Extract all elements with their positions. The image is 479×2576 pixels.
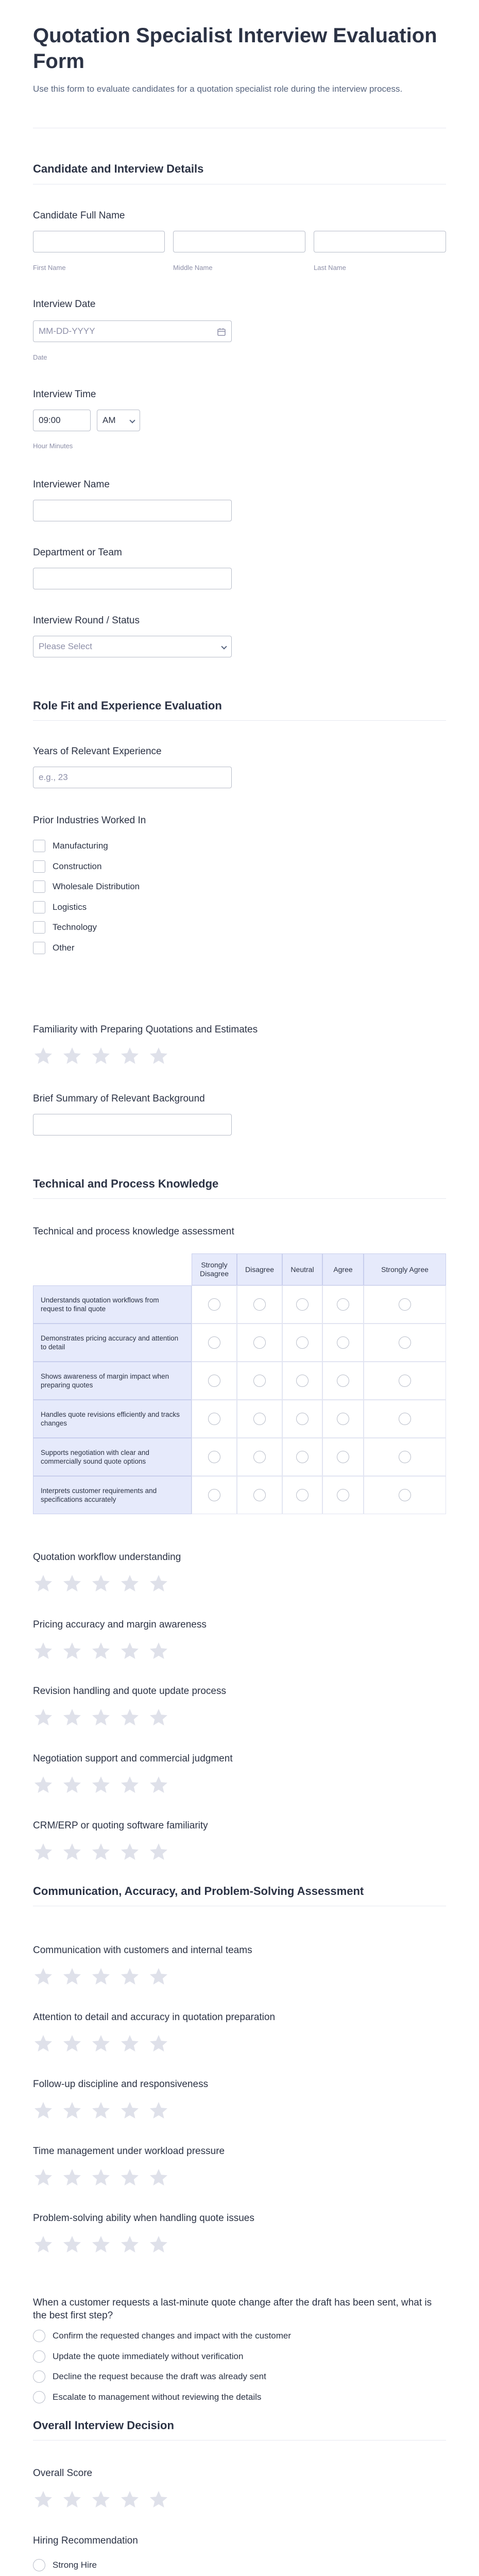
matrix-cell [364, 1476, 446, 1514]
checkbox[interactable] [33, 921, 45, 934]
matrix-cell [322, 1362, 364, 1400]
star-icon[interactable] [148, 1967, 169, 1987]
summary-input[interactable] [33, 1114, 232, 1136]
familiarity-stars [33, 1046, 168, 1066]
round-label: Interview Round / Status [33, 615, 140, 626]
department-input[interactable] [33, 568, 232, 589]
star-icon[interactable] [62, 1842, 82, 1862]
rating-stars [33, 1842, 168, 1862]
matrix-cell [192, 1438, 237, 1476]
rating-label: Attention to detail and accuracy in quotation preparation [33, 2012, 276, 2023]
star-icon[interactable] [119, 2167, 140, 2188]
star-icon[interactable] [91, 1707, 111, 1728]
radio-button[interactable] [399, 1375, 411, 1387]
star-icon[interactable] [33, 1707, 54, 1728]
star-icon[interactable] [33, 2167, 54, 2188]
matrix-cell [282, 1362, 322, 1400]
radio-button[interactable] [296, 1489, 309, 1501]
scenario-label: When a customer requests a last-minute quote change after the draft has been sent, what is the best first step? [33, 2297, 432, 2321]
option-label: Confirm the requested changes and impact with the customer [53, 2331, 292, 2341]
radio-button[interactable] [33, 2391, 45, 2403]
overall-score-label: Overall Score [33, 2468, 93, 2479]
rating-label: Pricing accuracy and margin awareness [33, 1619, 207, 1630]
star-icon[interactable] [62, 1967, 82, 1987]
matrix-cell [364, 1438, 446, 1476]
matrix-row-label: Supports negotiation with clear and commercially sound quote options [33, 1438, 192, 1476]
last-name-sublabel: Last Name [314, 264, 346, 272]
time-input[interactable]: 09:00 [33, 410, 91, 431]
star-icon[interactable] [119, 1842, 140, 1862]
time-sublabel: Hour Minutes [33, 442, 73, 450]
rating-label: Time management under workload pressure [33, 2146, 225, 2157]
star-icon[interactable] [148, 2489, 169, 2510]
radio-button[interactable] [253, 1336, 266, 1349]
industry-option[interactable] [33, 921, 394, 935]
star-icon[interactable] [33, 1842, 54, 1862]
matrix-column-header: Disagree [237, 1253, 282, 1285]
industry-option[interactable] [33, 860, 394, 874]
matrix-label: Technical and process knowledge assessment [33, 1226, 234, 1237]
star-icon[interactable] [62, 2167, 82, 2188]
matrix-cell [237, 1438, 282, 1476]
rating-label: Negotiation support and commercial judgment [33, 1753, 233, 1764]
interview-time-label: Interview Time [33, 389, 96, 400]
radio-button[interactable] [208, 1451, 220, 1463]
rating-label: Problem-solving ability when handling quote issues [33, 2213, 254, 2224]
page-title: Quotation Specialist Interview Evaluation Form [33, 24, 437, 73]
assessment-matrix [33, 1253, 446, 1514]
radio-button[interactable] [33, 2350, 45, 2363]
radio-button[interactable] [33, 2370, 45, 2383]
option-label: Technology [53, 922, 97, 932]
matrix-cell [282, 1285, 322, 1324]
radio-button[interactable] [337, 1489, 349, 1501]
scenario-option[interactable] [33, 2370, 394, 2384]
star-icon[interactable] [119, 2100, 140, 2121]
rating-stars [33, 1967, 168, 1987]
star-icon[interactable] [91, 2100, 111, 2121]
first-name-input[interactable] [33, 231, 165, 252]
rating-stars [33, 2167, 168, 2188]
star-icon[interactable] [33, 2100, 54, 2121]
star-icon[interactable] [33, 1775, 54, 1795]
option-label: Manufacturing [53, 841, 108, 851]
checkbox[interactable] [33, 840, 45, 852]
star-icon[interactable] [119, 1573, 140, 1594]
star-icon[interactable] [91, 2234, 111, 2255]
matrix-cell [192, 1476, 237, 1514]
calendar-icon[interactable] [217, 327, 226, 336]
star-icon[interactable] [91, 1573, 111, 1594]
matrix-cell [282, 1476, 322, 1514]
matrix-cell [322, 1324, 364, 1362]
industry-option[interactable] [33, 901, 394, 914]
matrix-row-label: Handles quote revisions efficiently and tracks changes [33, 1400, 192, 1438]
section-candidate-title: Candidate and Interview Details [33, 162, 204, 175]
star-icon[interactable] [91, 1046, 111, 1066]
star-icon[interactable] [91, 2167, 111, 2188]
option-label: Logistics [53, 902, 87, 912]
rating-label: CRM/ERP or quoting software familiarity [33, 1820, 208, 1831]
round-select[interactable] [33, 636, 232, 657]
matrix-row-label: Shows awareness of margin impact when preparing quotes [33, 1362, 192, 1400]
matrix-column-header: Neutral [282, 1253, 322, 1285]
ampm-select[interactable] [97, 410, 140, 431]
option-label: Escalate to management without reviewing the details [53, 2392, 262, 2402]
recommendation-option[interactable] [33, 2559, 394, 2572]
matrix-cell [192, 1285, 237, 1324]
option-label: Construction [53, 861, 102, 871]
star-icon[interactable] [148, 2234, 169, 2255]
star-icon[interactable] [91, 1842, 111, 1862]
radio-button[interactable] [296, 1375, 309, 1387]
radio-button[interactable] [337, 1336, 349, 1349]
interview-date-input[interactable] [33, 320, 232, 342]
matrix-cell [192, 1362, 237, 1400]
matrix-cell [237, 1362, 282, 1400]
middle-name-sublabel: Middle Name [173, 264, 213, 272]
star-icon[interactable] [91, 2033, 111, 2054]
star-icon[interactable] [33, 1967, 54, 1987]
option-label: Strong Hire [53, 2560, 97, 2570]
radio-button[interactable] [296, 1336, 309, 1349]
first-name-sublabel: First Name [33, 264, 66, 272]
star-icon[interactable] [33, 1046, 54, 1066]
star-icon[interactable] [62, 1046, 82, 1066]
rating-stars [33, 1641, 168, 1662]
radio-button[interactable] [253, 1375, 266, 1387]
ampm-value: AM [102, 415, 116, 425]
rating-stars [33, 1573, 168, 1594]
matrix-cell [364, 1285, 446, 1324]
star-icon[interactable] [62, 2234, 82, 2255]
star-icon[interactable] [119, 2033, 140, 2054]
rating-label: Revision handling and quote update process [33, 1686, 226, 1697]
matrix-cell [364, 1400, 446, 1438]
matrix-cell [322, 1400, 364, 1438]
checkbox[interactable] [33, 901, 45, 913]
star-icon[interactable] [119, 1641, 140, 1662]
radio-button[interactable] [208, 1298, 220, 1311]
matrix-column-header: Agree [322, 1253, 364, 1285]
checkbox[interactable] [33, 860, 45, 873]
middle-name-input[interactable] [173, 231, 305, 252]
matrix-cell [364, 1324, 446, 1362]
matrix-cell [282, 1438, 322, 1476]
radio-button[interactable] [208, 1489, 220, 1501]
section-fit-title: Role Fit and Experience Evaluation [33, 699, 222, 712]
matrix-cell [237, 1285, 282, 1324]
rating-stars [33, 1707, 168, 1728]
radio-button[interactable] [208, 1413, 220, 1425]
star-icon[interactable] [148, 1707, 169, 1728]
matrix-cell [322, 1438, 364, 1476]
industry-option[interactable] [33, 840, 394, 853]
option-label: Wholesale Distribution [53, 882, 140, 891]
years-input[interactable] [33, 767, 232, 788]
scenario-option[interactable] [33, 2350, 394, 2364]
radio-button[interactable] [399, 1451, 411, 1463]
star-icon[interactable] [148, 1573, 169, 1594]
radio-button[interactable] [253, 1413, 266, 1425]
radio-button[interactable] [337, 1298, 349, 1311]
chevron-down-icon [129, 417, 135, 423]
radio-button[interactable] [253, 1298, 266, 1311]
star-icon[interactable] [119, 1707, 140, 1728]
matrix-cell [192, 1400, 237, 1438]
star-icon[interactable] [148, 2100, 169, 2121]
star-icon[interactable] [91, 1641, 111, 1662]
option-label: Other [53, 942, 75, 953]
radio-button[interactable] [337, 1413, 349, 1425]
star-icon[interactable] [148, 2167, 169, 2188]
section-decision-title: Overall Interview Decision [33, 2419, 174, 2432]
star-icon[interactable] [119, 1046, 140, 1066]
overall-score-stars [33, 2489, 168, 2510]
interviewer-label: Interviewer Name [33, 479, 110, 490]
section-communication-title: Communication, Accuracy, and Problem-Solving Assessment [33, 1885, 364, 1897]
summary-label: Brief Summary of Relevant Background [33, 1093, 205, 1104]
radio-button[interactable] [253, 1489, 266, 1501]
matrix-cell [322, 1285, 364, 1324]
radio-button[interactable] [337, 1451, 349, 1463]
matrix-cell [237, 1476, 282, 1514]
star-icon[interactable] [148, 1842, 169, 1862]
rating-stars [33, 2033, 168, 2054]
matrix-row-label: Demonstrates pricing accuracy and attention to detail [33, 1324, 192, 1362]
section-technical-title: Technical and Process Knowledge [33, 1177, 219, 1190]
industry-option[interactable] [33, 942, 394, 955]
radio-button[interactable] [33, 2330, 45, 2342]
star-icon[interactable] [62, 1573, 82, 1594]
rating-stars [33, 1775, 168, 1795]
matrix-cell [282, 1400, 322, 1438]
star-icon[interactable] [62, 1641, 82, 1662]
star-icon[interactable] [33, 2033, 54, 2054]
star-icon[interactable] [33, 2234, 54, 2255]
matrix-row-label: Understands quotation workflows from request to final quote [33, 1285, 192, 1324]
matrix-column-header: Strongly Disagree [192, 1253, 237, 1285]
radio-button[interactable] [253, 1451, 266, 1463]
radio-button[interactable] [208, 1336, 220, 1349]
recommendation-label: Hiring Recommendation [33, 2535, 138, 2546]
star-icon[interactable] [62, 1707, 82, 1728]
star-icon[interactable] [91, 1967, 111, 1987]
checkbox[interactable] [33, 880, 45, 893]
rating-stars [33, 2100, 168, 2121]
chevron-down-icon [221, 643, 227, 649]
star-icon[interactable] [119, 1967, 140, 1987]
industries-label: Prior Industries Worked In [33, 815, 146, 826]
years-placeholder: e.g., 23 [39, 772, 68, 782]
radio-button[interactable] [337, 1375, 349, 1387]
star-icon[interactable] [33, 2489, 54, 2510]
option-label: Decline the request because the draft was already sent [53, 2371, 266, 2381]
star-icon[interactable] [62, 1775, 82, 1795]
matrix-cell [282, 1324, 322, 1362]
department-label: Department or Team [33, 547, 122, 558]
interview-date-label: Interview Date [33, 299, 96, 310]
radio-button[interactable] [208, 1375, 220, 1387]
matrix-cell [364, 1362, 446, 1400]
rating-label: Follow-up discipline and responsiveness [33, 2079, 209, 2090]
star-icon[interactable] [119, 2489, 140, 2510]
matrix-row-label: Interprets customer requirements and specifications accurately [33, 1476, 192, 1514]
round-placeholder: Please Select [39, 641, 92, 651]
radio-button[interactable] [399, 1336, 411, 1349]
radio-button[interactable] [399, 1413, 411, 1425]
matrix-cell [192, 1324, 237, 1362]
industry-option[interactable] [33, 880, 394, 894]
checkbox[interactable] [33, 942, 45, 954]
scenario-option[interactable] [33, 2330, 394, 2343]
rating-stars [33, 2234, 168, 2255]
date-sublabel: Date [33, 353, 47, 361]
star-icon[interactable] [33, 1641, 54, 1662]
star-icon[interactable] [148, 2033, 169, 2054]
star-icon[interactable] [62, 2033, 82, 2054]
matrix-cell [237, 1324, 282, 1362]
last-name-input[interactable] [314, 231, 446, 252]
radio-button[interactable] [33, 2559, 45, 2571]
star-icon[interactable] [62, 2489, 82, 2510]
star-icon[interactable] [33, 1573, 54, 1594]
star-icon[interactable] [62, 2100, 82, 2121]
radio-button[interactable] [296, 1451, 309, 1463]
option-label: Update the quote immediately without verification [53, 2351, 244, 2361]
matrix-column-header: Strongly Agree [364, 1253, 446, 1285]
scenario-option[interactable] [33, 2391, 394, 2404]
star-icon[interactable] [148, 1641, 169, 1662]
radio-button[interactable] [296, 1413, 309, 1425]
radio-button[interactable] [296, 1298, 309, 1311]
familiarity-label: Familiarity with Preparing Quotations and Estimates [33, 1024, 258, 1035]
interviewer-input[interactable] [33, 500, 232, 521]
radio-button[interactable] [399, 1489, 411, 1501]
star-icon[interactable] [148, 1046, 169, 1066]
star-icon[interactable] [119, 1775, 140, 1795]
rating-label: Communication with customers and internal teams [33, 1945, 252, 1956]
page-subtitle: Use this form to evaluate candidates for a quotation specialist role during the interview process. [33, 84, 403, 94]
full-name-label: Candidate Full Name [33, 210, 125, 221]
matrix-cell [322, 1476, 364, 1514]
star-icon[interactable] [119, 2234, 140, 2255]
radio-button[interactable] [399, 1298, 411, 1311]
star-icon[interactable] [148, 1775, 169, 1795]
rating-label: Quotation workflow understanding [33, 1552, 181, 1563]
date-placeholder: MM-DD-YYYY [39, 326, 95, 336]
star-icon[interactable] [91, 2489, 111, 2510]
matrix-cell [237, 1400, 282, 1438]
star-icon[interactable] [91, 1775, 111, 1795]
years-label: Years of Relevant Experience [33, 746, 162, 757]
